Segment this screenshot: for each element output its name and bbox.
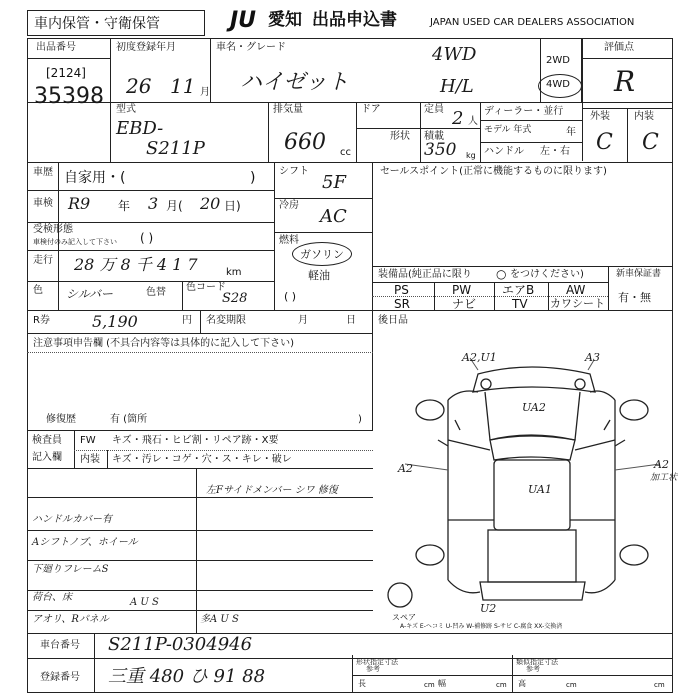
car-grade-top: 4WD <box>432 44 477 65</box>
mileage-value: 28 万 8 千 4 1 7 <box>74 255 198 274</box>
name-change-day: 日 <box>346 315 356 326</box>
shape-label: 形状 <box>390 131 410 142</box>
history-label: 車歴 <box>33 167 53 178</box>
equipment-circle-mark: ○ <box>496 267 507 281</box>
inspector-note-8: 多A U S <box>200 614 239 625</box>
warranty-value: 有・無 <box>618 291 651 304</box>
repair-label: 修復歴 <box>46 414 76 425</box>
car-grade-bottom: H/L <box>440 76 474 97</box>
displacement-value: 660 <box>284 130 326 155</box>
inspection-form-label: 受検形態 <box>33 224 73 235</box>
map-mark-rear: U2 <box>480 602 497 615</box>
form-title: 出品申込書 <box>312 10 397 30</box>
capacity-value: 2 <box>452 108 464 129</box>
inspector-note-6: アオリ、Rパネル <box>32 614 109 625</box>
repair-value: 有 (箇所 <box>110 414 148 425</box>
car-name-label: 車名・グレード <box>216 42 286 53</box>
dealer-label: ディーラー・並行 <box>484 106 564 117</box>
mileage-unit: km <box>226 267 242 278</box>
color-value: シルバー <box>66 287 113 301</box>
map-mark-hood: UA2 <box>522 401 546 414</box>
map-mark-front-left: A2,U1 <box>462 351 497 364</box>
dimension-cm-4: cm <box>654 681 665 689</box>
load-value: 350 <box>424 140 457 160</box>
lot-bracket-number: [2124] <box>46 66 86 80</box>
history-close: ) <box>250 170 256 186</box>
lot-label: 出品番号 <box>36 42 76 53</box>
inspection-month: 3 <box>148 194 159 213</box>
fuel-gasoline: ガソリン <box>300 248 344 261</box>
color-code: S28 <box>222 291 248 306</box>
recycle-yen: 円 <box>182 315 192 326</box>
model-year-kanji: 年 <box>566 127 576 138</box>
lot-number: 35398 <box>34 84 104 109</box>
equipment-label: 装備品(純正品に限り <box>378 269 472 280</box>
equip-pw: PW <box>452 283 472 297</box>
inspection-label: 車検 <box>33 198 53 209</box>
dimension2-sub: 参考 <box>526 665 540 673</box>
dimension-width: 幅 <box>438 679 446 688</box>
model-year-label: モデル 年式 <box>484 125 532 135</box>
map-mark-left-side: A2 <box>398 462 413 475</box>
equip-sr: SR <box>394 297 410 311</box>
equip-leather-seat: カワシート <box>550 297 605 310</box>
sales-point-label: セールスポイント(正常に機能するものに限ります) <box>380 166 607 177</box>
ac-value: AC <box>320 206 347 227</box>
exterior-grade: C <box>596 130 613 155</box>
dimension-cm-1: cm <box>424 681 435 689</box>
inspector-row1-prefix: FW <box>80 435 96 446</box>
plate-value: 三重 480 ひ 91 88 <box>108 666 266 687</box>
load-label: 積載 <box>424 131 444 142</box>
drive-2wd: 2WD <box>546 55 570 66</box>
fuel-label: 燃料 <box>279 235 299 246</box>
name-change-label: 名変期限 <box>206 315 246 326</box>
shift-value: 5F <box>322 172 346 193</box>
interior-grade: C <box>642 130 659 155</box>
registration-month-unit: 月 <box>200 87 210 98</box>
map-spare-label: スペア <box>392 613 416 622</box>
inspector-row2-prefix: 内装 <box>80 454 100 465</box>
fuel-diesel: 軽油 <box>308 269 330 282</box>
equip-tv: TV <box>512 297 528 311</box>
car-name: ハイゼット <box>240 70 349 95</box>
chassis-value: S211P-0304946 <box>108 634 253 655</box>
mileage-label: 走行 <box>33 255 53 266</box>
inspector-note-7: A U S <box>130 597 159 608</box>
registration-year: 26 <box>126 74 152 98</box>
inspector-note-3: Aシフトノブ、ホイール <box>32 537 138 548</box>
inspector-note-2: ハンドルカバー有 <box>32 514 112 525</box>
load-unit: kg <box>466 151 476 160</box>
handle-side: 左・右 <box>540 146 570 157</box>
evaluation-label: 評価点 <box>604 42 634 53</box>
door-label: ドア <box>361 104 381 115</box>
handle-label: ハンドル <box>484 146 524 157</box>
dimension1-sub: 参考 <box>366 665 380 673</box>
model-line2: S211P <box>146 138 205 159</box>
ac-label: 冷房 <box>279 200 299 211</box>
inspection-day: 20 <box>200 194 221 213</box>
inspection-form-paren: ( ) <box>140 231 154 245</box>
drive-4wd: 4WD <box>546 79 570 90</box>
interior-label: 内装 <box>634 111 654 122</box>
color-change-label: 色替 <box>146 287 166 298</box>
map-mark-front-right: A3 <box>585 351 600 364</box>
shift-label: シフト <box>279 166 309 177</box>
dimension2-note: 類似指定寸法 <box>516 658 558 666</box>
name-change-month: 月 <box>298 315 308 326</box>
capacity-label: 定員 <box>424 104 444 115</box>
inspection-month-label: 月( <box>166 199 183 213</box>
inspector-note-5: 荷台、床 <box>32 592 72 603</box>
notes-label: 注意事項申告欄 (不具合内容等は具体的に記入して下さい) <box>33 338 294 349</box>
dimension-cm-2: cm <box>496 681 507 689</box>
inspection-day-label: 日) <box>224 199 241 213</box>
fuel-paren: ( ) <box>284 290 297 303</box>
map-mark-right-side: A2 <box>654 458 669 471</box>
inspection-era: R9 <box>68 194 91 213</box>
equipment-label-mid: をつけください) <box>510 269 584 280</box>
displacement-label: 排気量 <box>273 104 303 115</box>
inspector-label-1: 検査員 <box>32 435 62 446</box>
map-mark-right-note: 加工状 <box>650 473 678 483</box>
trace-label: 後日品 <box>378 315 408 326</box>
inspector-row2: キズ・汚レ・コゲ・穴・ス・キレ・破レ <box>112 454 292 465</box>
dimension-cm-3: cm <box>566 681 577 689</box>
inspector-note-4: 下廻りフレームS <box>32 564 109 575</box>
equip-ps: PS <box>394 283 409 297</box>
map-mark-roof: UA1 <box>528 483 552 496</box>
chassis-label: 車台番号 <box>40 640 80 651</box>
inspector-note-1: 左Fサイドメンバー シワ 修復 <box>206 485 338 496</box>
warranty-label: 新車保証書 <box>616 269 662 279</box>
inspector-label-2: 記入欄 <box>32 452 62 463</box>
displacement-unit: cc <box>340 147 351 158</box>
inspection-form-sub: 車検付のみ記入して下さい <box>33 238 117 246</box>
color-label: 色 <box>33 285 43 296</box>
equip-airbag: エアB <box>502 283 535 297</box>
region-name: 愛知 <box>268 10 302 30</box>
equip-navi: ナビ <box>452 297 477 311</box>
storage-note: 車内保管・守衛保管 <box>34 16 160 32</box>
history-value: 自家用・( <box>64 170 126 186</box>
dimension1-note: 形状指定寸法 <box>356 658 398 666</box>
brand-logo: JU <box>230 8 257 33</box>
recycle-label: R券 <box>33 315 50 326</box>
evaluation-score: R <box>614 65 636 98</box>
plate-label: 登録番号 <box>40 672 80 683</box>
inspection-year-label: 年 <box>118 199 131 213</box>
exterior-label: 外装 <box>590 111 610 122</box>
capacity-unit: 人 <box>468 116 478 127</box>
equip-aw: AW <box>566 283 586 297</box>
registration-month: 11 <box>170 74 196 98</box>
model-label: 型式 <box>116 104 136 115</box>
recycle-amount: 5,190 <box>92 312 138 331</box>
association-name: JAPAN USED CAR DEALERS ASSOCIATION <box>430 17 635 28</box>
inspector-row1: キズ・飛石・ヒビ割・リペア跡・X要 <box>112 435 279 446</box>
repair-close: ) <box>358 414 362 425</box>
registration-label: 初度登録年月 <box>116 42 176 53</box>
dimension-length: 長 <box>358 679 366 688</box>
color-code-label: 色コード <box>186 282 226 293</box>
model-line1: EBD- <box>116 118 164 139</box>
map-legend: A-キズ E-ヘコミ U-凹み W-補修跡 S-サビ C-腐食 XX-交換済 <box>400 623 563 630</box>
dimension-height: 高 <box>518 679 526 688</box>
